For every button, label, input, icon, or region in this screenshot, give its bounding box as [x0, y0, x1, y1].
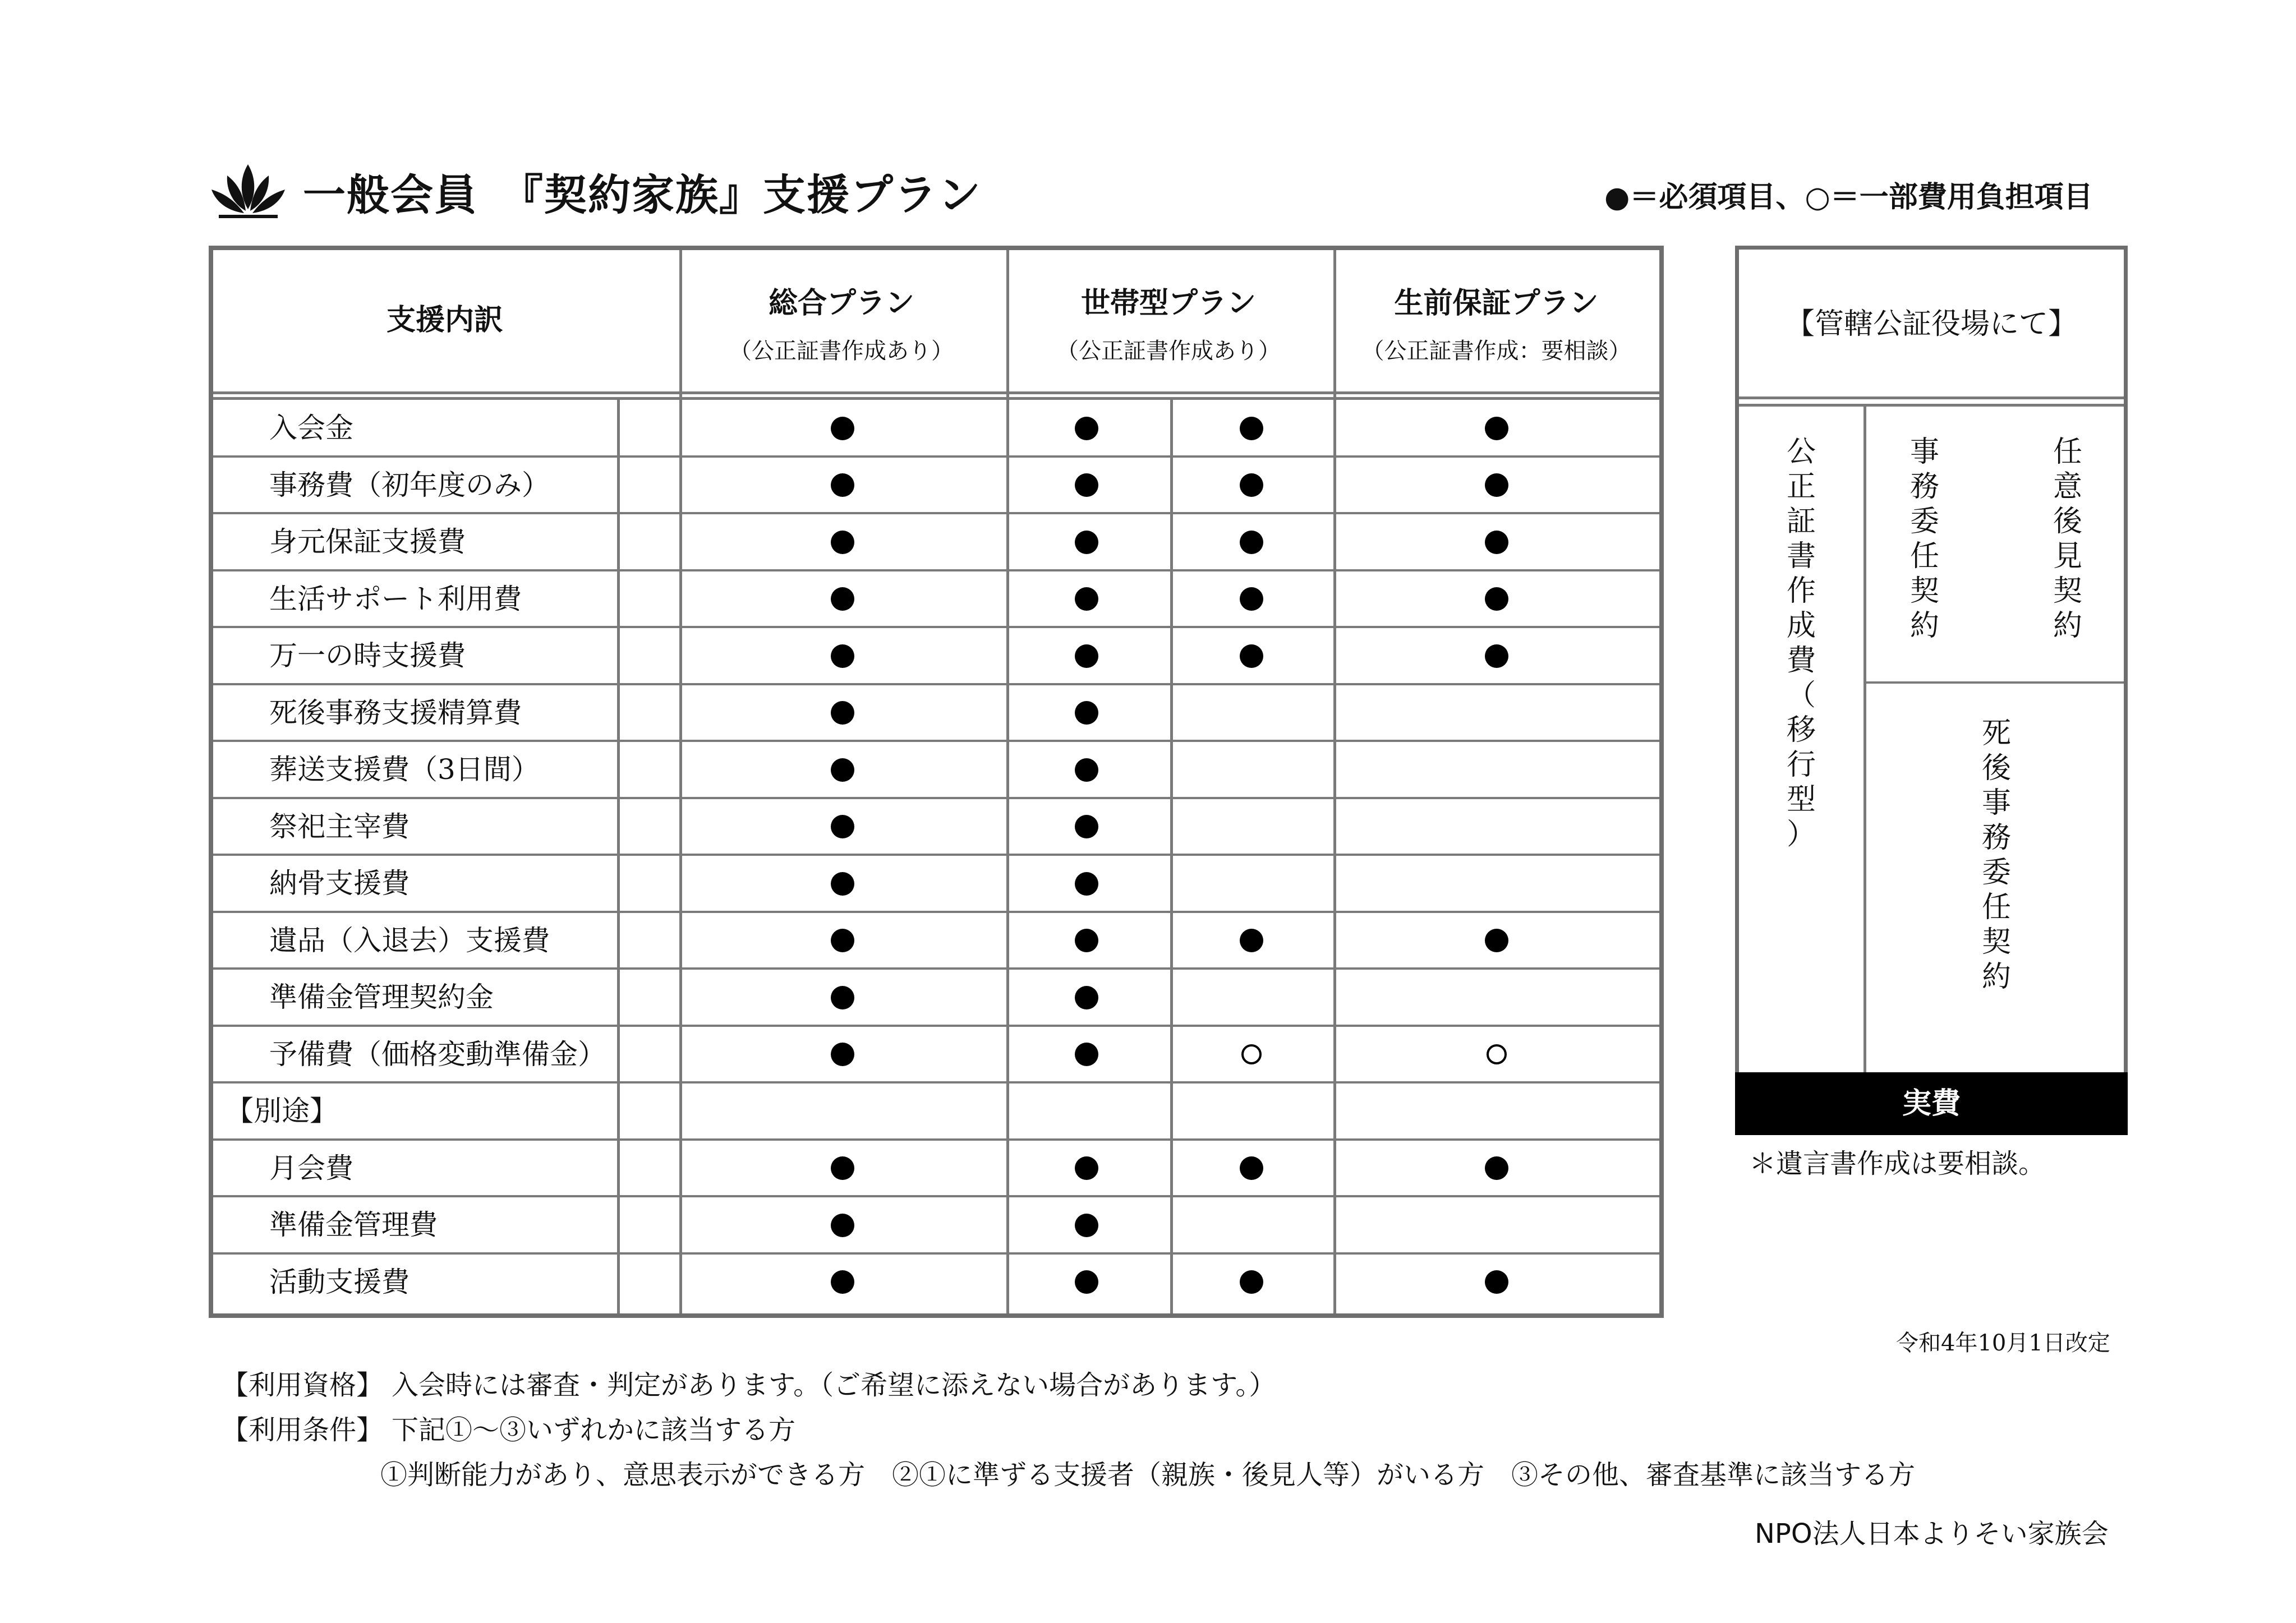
required-mark-icon: [831, 815, 854, 838]
side-header: 【管轄公証役場にて】: [1785, 307, 2077, 341]
section-label: 【別途】: [226, 1095, 338, 1127]
required-mark-icon: [831, 531, 854, 554]
required-mark-icon: [1240, 531, 1263, 554]
eligibility-label: 【利用資格】: [222, 1370, 384, 1401]
row-label: 活動支援費: [269, 1265, 409, 1298]
required-mark-icon: [1240, 1156, 1263, 1180]
required-mark-icon: [1075, 473, 1098, 497]
header-support-items: 支援内訳: [386, 303, 503, 337]
row-label: 葬送支援費（3日間）: [269, 753, 540, 786]
revision-date: 令和4年10月1日改定: [1896, 1330, 2110, 1356]
required-mark-icon: [831, 587, 854, 611]
required-mark-icon: [1240, 587, 1263, 611]
required-mark-icon: [831, 758, 854, 782]
partial-cost-mark-icon: [1241, 1044, 1262, 1064]
row-label: 身元保証支援費: [269, 525, 466, 558]
notary-fee-label: 公 正 証 書 作 成 費 （ 移 行 型 ）: [1786, 435, 1816, 851]
partial-cost-mark-icon: [1487, 1044, 1507, 1064]
required-mark-icon: [1075, 531, 1098, 554]
required-mark-icon: [1240, 929, 1263, 952]
actual-cost-label: 実費: [1735, 1072, 2128, 1135]
required-mark-icon: [831, 1156, 854, 1180]
required-mark-icon: [1485, 1270, 1508, 1294]
required-mark-icon: [1240, 644, 1263, 668]
page-title: 一般会員 『契約家族』支援プラン: [303, 170, 982, 220]
required-mark-icon: [1485, 587, 1508, 611]
required-mark-icon: [1485, 644, 1508, 668]
required-mark-icon: [1075, 758, 1098, 782]
row-label: 死後事務支援精算費: [269, 696, 522, 729]
required-mark-icon: [1485, 1156, 1508, 1180]
notary-office-table: [1735, 246, 2128, 1135]
required-mark-icon: [1075, 644, 1098, 668]
required-mark-icon: [1075, 872, 1098, 896]
row-label: 納骨支援費: [269, 867, 409, 900]
required-mark-icon: [831, 701, 854, 725]
required-mark-icon: [1075, 1270, 1098, 1294]
required-mark-icon: [831, 986, 854, 1009]
eligibility-text: 入会時には審査・判定があります。（ご希望に添えない場合があります。）: [392, 1370, 1276, 1401]
organization-name: NPO法人日本よりそい家族会: [1755, 1518, 2109, 1550]
row-label: 予備費（価格変動準備金）: [269, 1038, 606, 1071]
required-mark-icon: [831, 1270, 854, 1294]
required-mark-icon: [831, 644, 854, 668]
conditions-text: 下記①～③いずれかに該当する方: [392, 1414, 796, 1446]
row-label: 祭祀主宰費: [269, 810, 409, 843]
conditions-label: 【利用条件】: [222, 1414, 384, 1446]
row-label: 入会金: [269, 412, 353, 444]
required-mark-icon: [1075, 1156, 1098, 1180]
required-mark-icon: [1075, 815, 1098, 838]
required-mark-icon: [1075, 929, 1098, 952]
guardianship-contract-label: 任 意 後 見 契 約: [2053, 435, 2082, 643]
required-mark-icon: [1485, 531, 1508, 554]
required-mark-icon: [1485, 473, 1508, 497]
required-mark-icon: [1240, 1270, 1263, 1294]
required-mark-icon: [831, 929, 854, 952]
row-label: 遺品（入退去）支援費: [269, 924, 550, 957]
required-mark-icon: [1485, 929, 1508, 952]
required-mark-icon: [831, 872, 854, 896]
required-mark-icon: [1240, 473, 1263, 497]
header-plan-lifetime: 生前保証プラン （公正証書作成：要相談）: [1361, 287, 1631, 364]
required-mark-icon: [1075, 587, 1098, 611]
header-plan-household: 世帯型プラン （公正証書作成あり）: [1056, 287, 1281, 364]
required-mark-icon: [1240, 417, 1263, 440]
delegation-contract-label: 事 務 委 任 契 約: [1910, 435, 1939, 643]
required-mark-icon: [1075, 986, 1098, 1009]
legend-text: ●＝必須項目、○＝一部費用負担項目: [1604, 181, 2093, 214]
required-mark-icon: [1075, 701, 1098, 725]
required-mark-icon: [1485, 417, 1508, 440]
row-label: 月会費: [269, 1151, 353, 1184]
required-mark-icon: [831, 473, 854, 497]
row-label: 万一の時支援費: [269, 639, 466, 672]
support-plan-table: [209, 246, 1664, 1318]
lotus-logo-icon: [210, 162, 286, 220]
header-plan-general: 総合プラン （公正証書作成あり）: [729, 287, 954, 364]
conditions-list: ①判断能力があり、意思表示ができる方 ②①に準ずる支援者（親族・後見人等）がいる方 ③その他、審査基準に該当する方: [380, 1459, 1916, 1491]
required-mark-icon: [831, 1043, 854, 1066]
row-label: 準備金管理費: [269, 1209, 438, 1241]
required-mark-icon: [831, 417, 854, 440]
will-note: ＊遺言書作成は要相談。: [1749, 1148, 2046, 1179]
row-label: 準備金管理契約金: [269, 981, 494, 1013]
required-mark-icon: [1075, 417, 1098, 440]
required-mark-icon: [831, 1214, 854, 1237]
required-mark-icon: [1075, 1043, 1098, 1066]
row-label: 生活サポート利用費: [269, 582, 522, 615]
row-label: 事務費（初年度のみ）: [269, 468, 550, 501]
required-mark-icon: [1075, 1214, 1098, 1237]
posthumous-contract-label: 死 後 事 務 委 任 契 約: [1981, 717, 2011, 994]
